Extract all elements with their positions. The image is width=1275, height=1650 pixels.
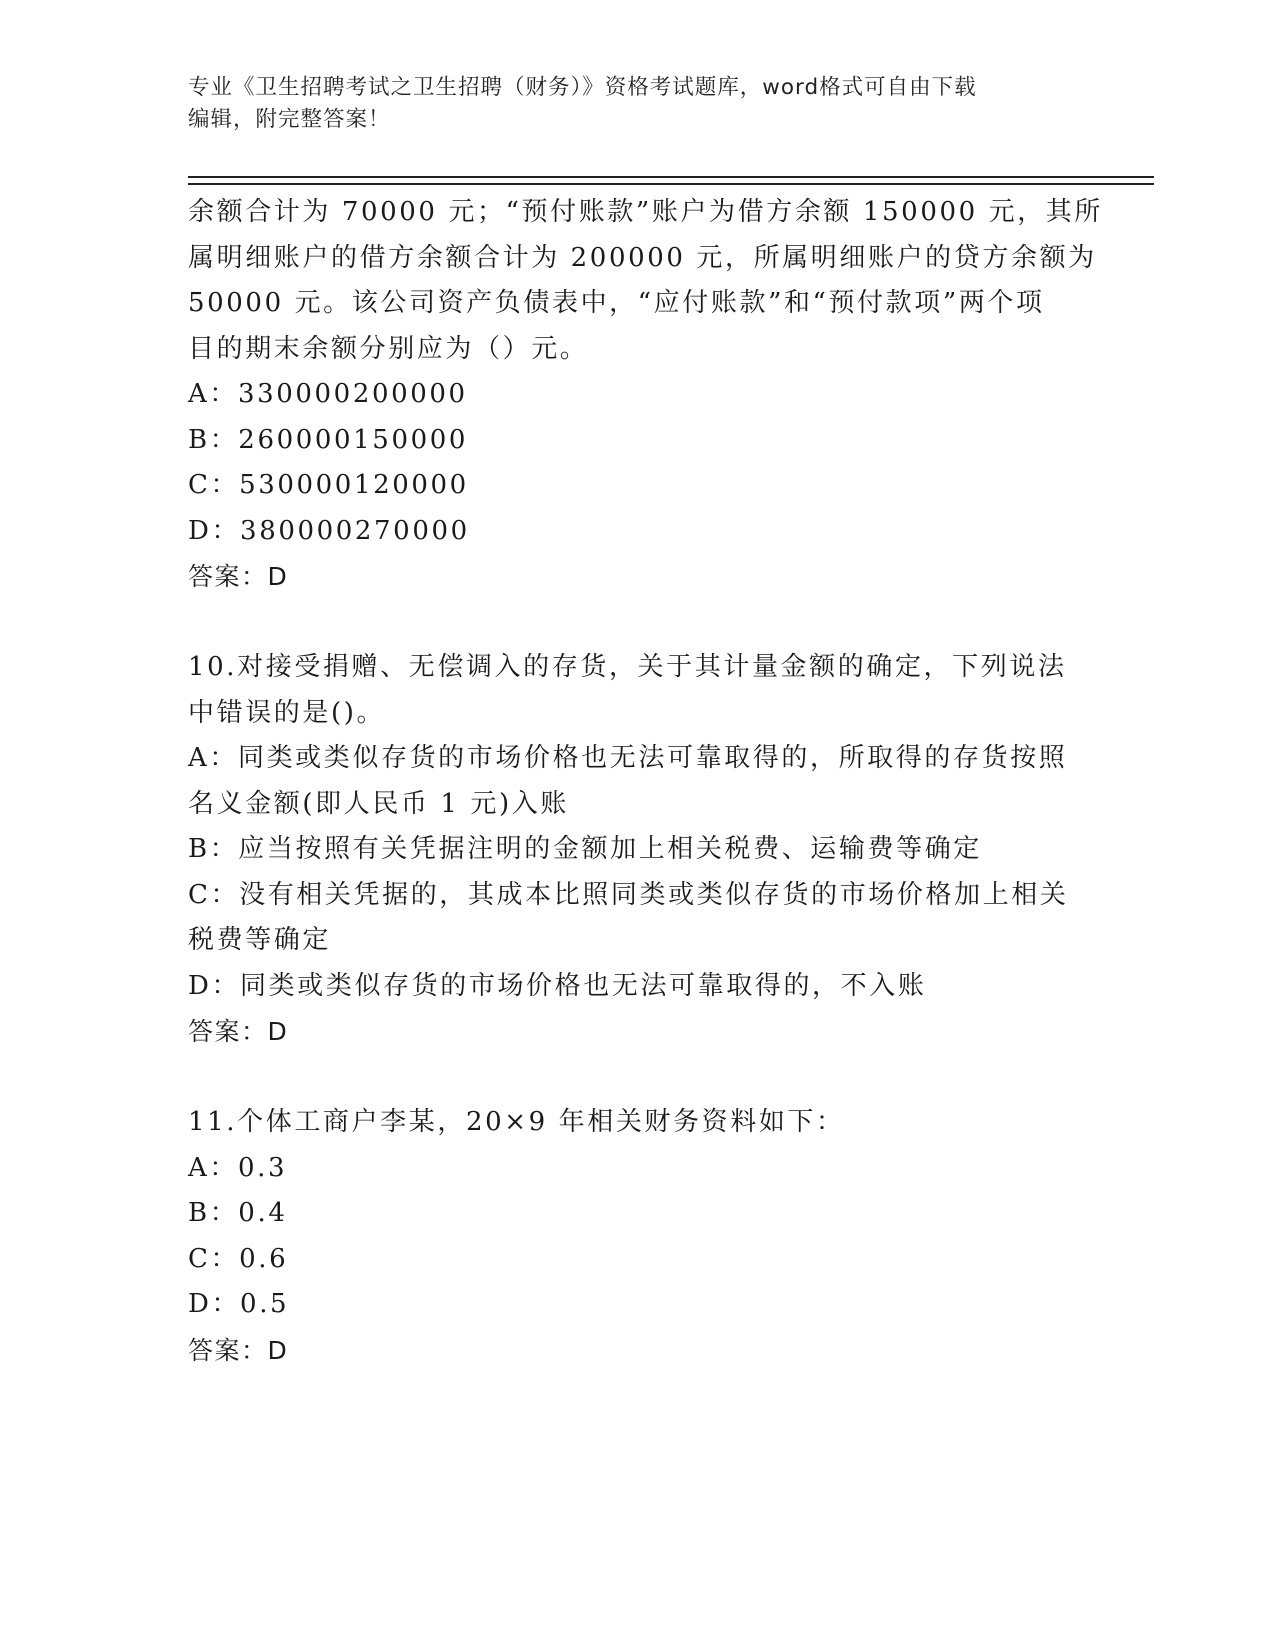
option-a-continued: 名义金额(即人民币 1 元)入账 [188, 788, 569, 819]
option-c-continued: 税费等确定 [188, 925, 332, 955]
option-c: C：530000120000 [188, 470, 469, 500]
answer-line: 答案：D [188, 1017, 289, 1046]
question-stem-line: 目的期末余额分别应为（）元。 [188, 333, 589, 364]
question-stem-line: 50000 元。该公司资产负债表中，“应付账款”和“预付款项”两个项 [188, 288, 1045, 318]
option-b: B：260000150000 [188, 424, 469, 455]
option-d: D：同类或类似存货的市场价格也无法可靠取得的，不入账 [188, 970, 927, 1001]
header-line-2: 编辑，附完整答案！ [188, 107, 391, 132]
spacer [188, 1055, 1088, 1101]
question-11 [188, 1100, 1088, 1373]
question-9 [188, 190, 1104, 600]
question-stem-line: 属明细账户的借方余额合计为 200000 元，所属明细账户的贷方余额为 [188, 242, 1097, 273]
header-line-1: 专业《卫生招聘考试之卫生招聘（财务）》资格考试题库，word格式可自由下载 [188, 75, 977, 100]
option-d: D：0.5 [188, 1289, 290, 1319]
question-content [188, 190, 1104, 1373]
option-b: B：0.4 [188, 1198, 288, 1228]
option-d: D：380000270000 [188, 515, 470, 546]
question-stem-line: 余额合计为 70000 元；“预付账款”账户为借方余额 150000 元，其所 [188, 197, 1104, 227]
spacer [188, 600, 1088, 646]
document-header [188, 72, 1088, 136]
header-divider-bottom [188, 183, 1154, 185]
question-stem-line: 10.对接受捐赠、无偿调入的存货，关于其计量金额的确定，下列说法 [188, 652, 1067, 682]
option-a: A：330000200000 [188, 379, 468, 409]
option-a: A：0.3 [188, 1152, 288, 1183]
question-stem-line: 11.个体工商户李某，20×9 年相关财务资料如下： [188, 1107, 845, 1137]
answer-line: 答案：D [188, 562, 289, 591]
question-stem-line: 中错误的是()。 [188, 697, 386, 728]
option-b: B：应当按照有关凭据注明的金额加上相关税费、运输费等确定 [188, 834, 982, 864]
question-10 [188, 645, 1088, 1055]
option-c: C：0.6 [188, 1243, 289, 1274]
option-c: C：没有相关凭据的，其成本比照同类或类似存货的市场价格加上相关 [188, 879, 1069, 910]
answer-line: 答案：D [188, 1335, 289, 1365]
option-a: A：同类或类似存货的市场价格也无法可靠取得的，所取得的存货按照 [188, 743, 1068, 773]
header-divider-top [188, 176, 1154, 178]
